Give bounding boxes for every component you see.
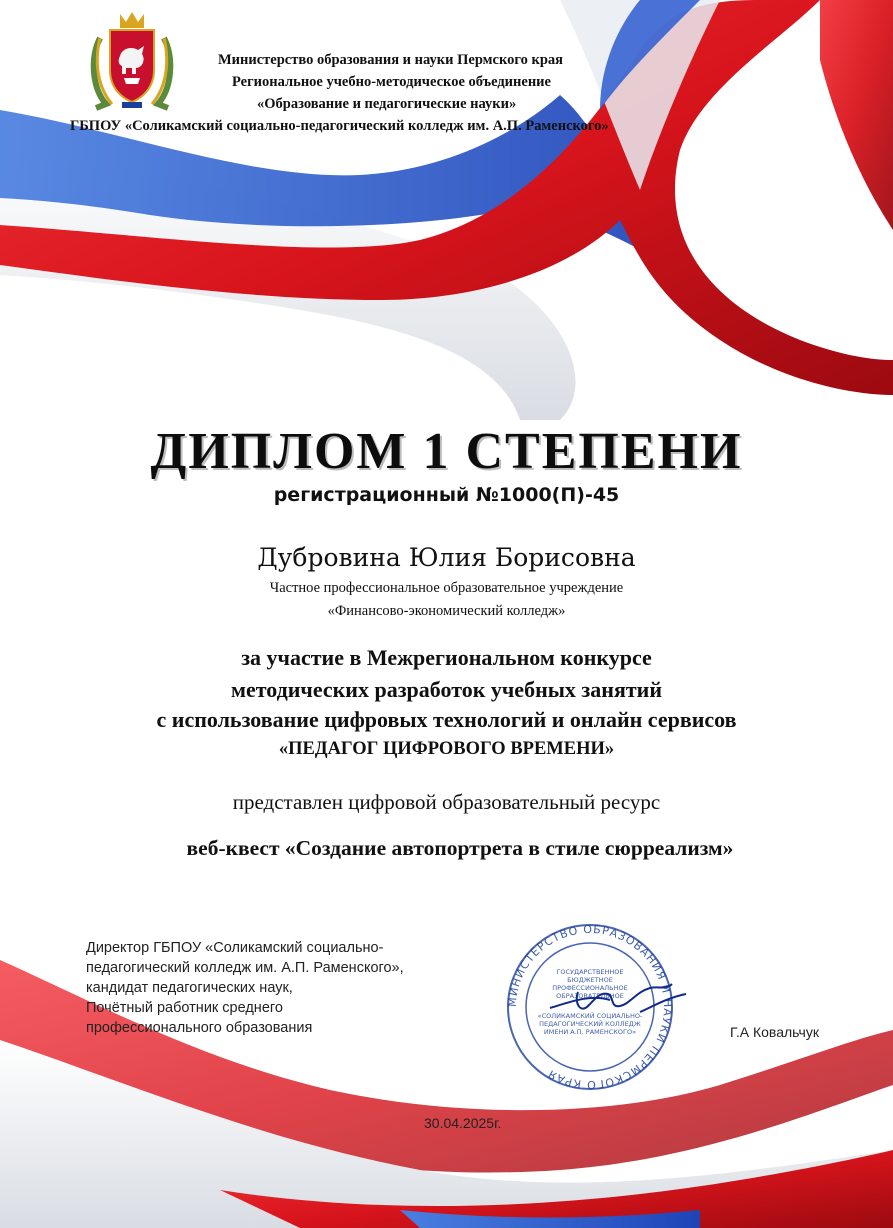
director-line: профессионального образования	[86, 1020, 313, 1036]
header-association-name: «Образование и педагогические науки»	[257, 96, 517, 112]
award-line: за участие в Межрегиональном конкурсе	[241, 645, 652, 670]
director-line: Директор ГБПОУ «Соликамский социально-	[86, 940, 384, 956]
recipient-institution-name: «Финансово-экономический колледж»	[327, 603, 566, 619]
stamp-text: ГОСУДАРСТВЕННОЕ	[556, 968, 624, 976]
diploma-title: ДИПЛОМ 1 СТЕПЕНИ	[150, 423, 743, 480]
stamp-text: БЮДЖЕТНОЕ	[567, 976, 613, 984]
perm-krai-crest-icon	[86, 8, 178, 112]
director-line: Почётный работник среднего	[86, 1000, 283, 1016]
stamp-text: ОБРАЗОВАТЕЛЬНОЕ	[556, 992, 624, 1000]
contest-name: «ПЕДАГОГ ЦИФРОВОГО ВРЕМЕНИ»	[278, 739, 615, 759]
stamp-text: ПРОФЕССИОНАЛЬНОЕ	[552, 984, 628, 992]
director-line: педагогический колледж им. А.П. Раменского»,	[86, 960, 404, 976]
award-line: с использование цифровых технологий и онлайн сервисов	[156, 707, 737, 732]
issue-date: 30.04.2025г.	[424, 1115, 502, 1131]
header-ministry: Министерство образования и науки Пермского края	[218, 52, 564, 68]
signer-name: Г.А Ковальчук	[730, 1024, 819, 1040]
resource-intro: представлен цифровой образовательный ресурс	[232, 790, 661, 814]
header-association: Региональное учебно-методическое объединение	[232, 74, 551, 90]
award-line: методических разработок учебных занятий	[230, 677, 663, 702]
official-stamp-icon	[490, 922, 690, 1092]
director-line: кандидат педагогических наук,	[86, 980, 293, 996]
recipient-name: Дубровина Юлия Борисовна	[257, 543, 636, 572]
resource-title: веб-квест «Создание автопортрета в стиле сюрреализм»	[186, 836, 734, 860]
registration-number: регистрационный №1000(П)-45	[273, 484, 620, 506]
stamp-text: ПЕДАГОГИЧЕСКИЙ КОЛЛЕДЖ	[539, 1020, 641, 1028]
recipient-institution-type: Частное профессиональное образовательное учреждение	[269, 580, 624, 596]
stamp-text: ИМЕНИ А.П. РАМЕНСКОГО»	[543, 1028, 637, 1036]
stamp-text: «СОЛИКАМСКИЙ СОЦИАЛЬНО-	[537, 1012, 643, 1020]
stamp-ring-text: МИНИСТЕРСТВО ОБРАЗОВАНИЯ И НАУКИ ПЕРМСКОГО КРАЯ	[505, 922, 675, 1092]
header-college: ГБПОУ «Соликамский социально-педагогический колледж им. А.П. Раменского»	[70, 118, 609, 134]
director-credentials	[86, 938, 404, 1038]
